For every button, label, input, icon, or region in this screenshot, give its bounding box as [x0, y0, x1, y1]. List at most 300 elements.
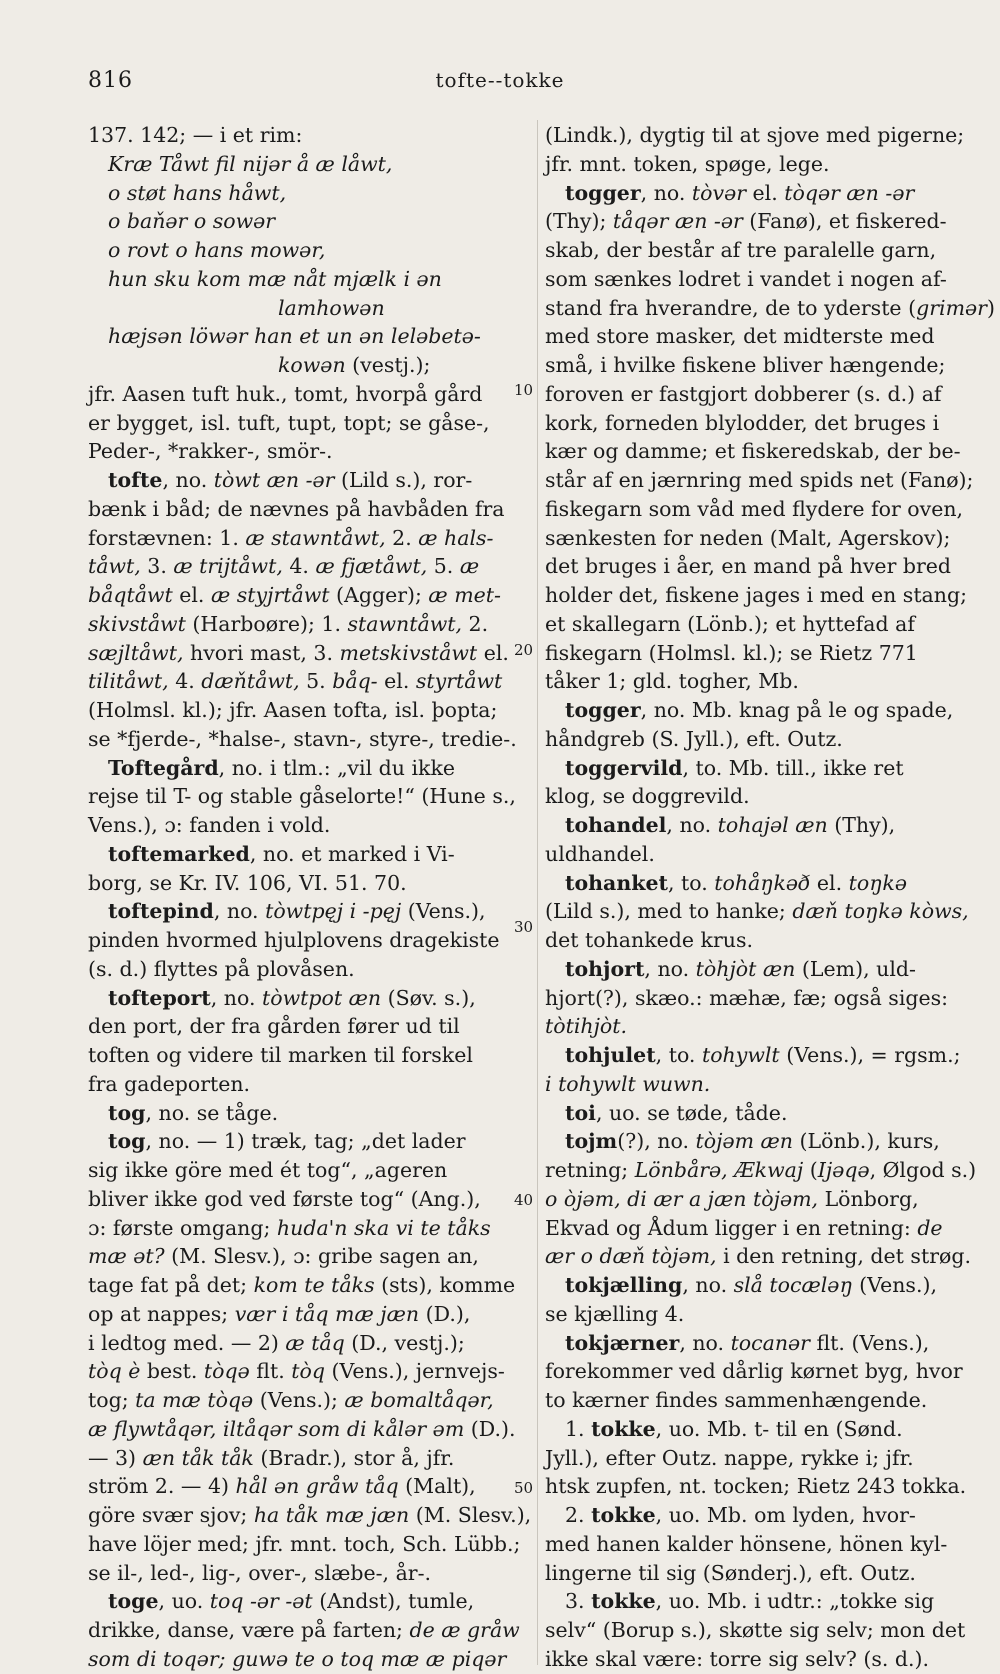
text-segment: (Vens.), jernvejs-: [324, 1359, 505, 1384]
dialect-form: tòqər æn -ər: [784, 180, 915, 205]
text-line: [88, 437, 528, 466]
headword: tojm: [565, 1129, 618, 1154]
headword: togger: [565, 180, 641, 205]
dialect-form: i tohywlt wuwn.: [545, 1071, 711, 1096]
text-segment: håndgreb (S. Jyll.), eft. Outz.: [545, 726, 843, 751]
dialect-form: tòtihjòt.: [545, 1014, 628, 1039]
text-line: [545, 1415, 973, 1444]
dialect-form: tåwt,: [88, 554, 141, 579]
text-segment: selv“ (Borup s.), skøtte sig selv; mon det: [545, 1618, 966, 1642]
text-line: [88, 552, 528, 581]
dialect-form: båqtåwt: [88, 583, 173, 607]
dialect-form: æ: [459, 554, 480, 579]
text-segment: hvori mast, 3.: [183, 640, 340, 665]
headword: tokke: [591, 1416, 656, 1441]
text-segment: Jyll.), efter Outz. nappe, rykke i; jfr.: [545, 1445, 914, 1470]
text-segment: sig ikke göre med ét tog“, „ageren: [88, 1158, 448, 1182]
dialect-form: tòjəm æn: [695, 1129, 794, 1154]
headword: tohanket: [565, 870, 668, 895]
text-segment: (Vens.),: [401, 899, 486, 924]
text-line: [88, 1242, 528, 1271]
text-line: [545, 380, 973, 409]
text-segment: små, i hvilke fiskene bliver hængende;: [545, 353, 946, 377]
dialect-form: Kræ Tåwt fil nijər å æ låwt,: [108, 151, 393, 176]
text-segment: Ekvad og Ådum ligger i en retning:: [545, 1215, 918, 1240]
text-segment: ström 2. — 4): [88, 1474, 236, 1499]
text-line: [88, 179, 528, 208]
text-segment: , to.: [667, 870, 715, 895]
text-line: [545, 1329, 973, 1358]
text-segment: kær og damme; et fiskeredskab, der be-: [545, 439, 961, 464]
text-line: [545, 1271, 973, 1300]
dialect-form: skivståwt: [88, 611, 186, 636]
text-segment: el.: [172, 583, 211, 607]
text-line: [88, 897, 528, 926]
text-segment: fiskegarn (Holmsl. kl.); se Rietz 771: [545, 640, 918, 665]
headword: tofteport: [108, 985, 211, 1010]
text-line: [88, 1415, 528, 1444]
text-line: [545, 754, 973, 783]
text-line: [545, 897, 973, 926]
text-segment: göre svær sjov;: [88, 1503, 254, 1527]
text-segment: med store masker, det midterste med: [545, 324, 935, 349]
text-segment: (Andst), tumle,: [312, 1589, 475, 1614]
text-segment: drikke, danse, være på farten;: [88, 1618, 410, 1642]
text-segment: 3.: [565, 1589, 592, 1614]
text-segment: den port, der fra gården fører ud til: [88, 1014, 460, 1039]
dialect-form: tòwtpęj i -pęj: [265, 899, 402, 924]
dialect-form: tòwt æn -ər: [213, 468, 335, 492]
text-segment: , no.: [213, 899, 266, 924]
text-segment: sænkesten for neden (Malt, Agerskov);: [545, 525, 951, 550]
dialect-form: æ bomaltåqər,: [344, 1388, 494, 1412]
text-line: [88, 725, 528, 754]
text-segment: 4.: [168, 669, 202, 694]
text-line: [88, 495, 528, 524]
dialect-form: lamhowən: [278, 295, 385, 320]
text-line: [545, 207, 973, 236]
headword: toge: [108, 1589, 159, 1614]
text-segment: borg, se Kr. IV. 106, VI. 51. 70.: [88, 870, 407, 895]
text-segment: 2.: [385, 525, 419, 550]
right-column: [545, 121, 995, 1674]
text-line: [88, 610, 528, 639]
text-segment: 5.: [427, 554, 460, 579]
text-segment: 2.: [565, 1503, 592, 1527]
text-line: [545, 1530, 973, 1559]
text-segment: se *fjerde-, *halse-, stavn-, styre-, tredie-.: [88, 726, 517, 751]
text-segment: ): [986, 295, 995, 320]
text-segment: (vestj.);: [345, 353, 431, 377]
text-segment: (Vens.),: [852, 1273, 937, 1297]
dialect-form: toq -ər -ət: [209, 1589, 313, 1614]
text-line: [545, 437, 973, 466]
dialect-form: tòq: [291, 1359, 325, 1384]
text-segment: står af en jærnring med spids net (Fanø);: [545, 468, 974, 492]
text-line: [88, 1501, 532, 1530]
text-line: [545, 1559, 973, 1588]
text-segment: (Lild s.), med to hanke;: [545, 899, 793, 924]
text-line: [88, 581, 528, 610]
text-line: [545, 1156, 977, 1185]
dialect-form: tohajəl æn: [717, 813, 828, 837]
headword: tofte: [108, 468, 163, 492]
text-line: [545, 265, 973, 294]
text-line: [88, 466, 528, 495]
text-line: [545, 610, 973, 639]
text-segment: skab, der består af tre paralelle garn,: [545, 238, 937, 262]
text-segment: , no. i tlm.: „vil du ikke: [218, 755, 456, 780]
text-segment: (Fanø), et fiskered-: [742, 209, 947, 234]
text-segment: retning;: [545, 1158, 635, 1182]
dialect-form: grimər: [916, 295, 987, 320]
text-line: [88, 1127, 528, 1156]
text-line: [545, 782, 973, 811]
text-line: [545, 667, 973, 696]
text-line: [88, 869, 528, 898]
line-number-10: 10: [514, 381, 534, 399]
text-segment: jfr. mnt. token, spøge, lege.: [545, 151, 830, 176]
text-line: [88, 1156, 528, 1185]
text-segment: , no.: [682, 1273, 734, 1297]
text-segment: stand fra hverandre, de to yderste (: [545, 295, 917, 320]
text-line: [545, 1472, 973, 1501]
text-line: [545, 1300, 973, 1329]
text-segment: , no. Mb. knag på le og spade,: [640, 698, 954, 722]
dialect-form: kowən: [278, 353, 346, 377]
text-segment: , uo. Mb. om lyden, hvor-: [655, 1503, 916, 1527]
text-line: [88, 150, 528, 179]
text-segment: , no.: [210, 985, 263, 1010]
text-line: [88, 322, 528, 351]
dialect-form: mæ ət?: [88, 1244, 165, 1269]
text-line: [88, 1099, 528, 1128]
dialect-form: tilitåwt,: [88, 669, 169, 694]
text-line: [88, 696, 528, 725]
text-segment: 3.: [140, 554, 174, 579]
text-segment: jfr. Aasen tuft huk., tomt, hvorpå gård: [88, 381, 483, 406]
text-line: [545, 639, 973, 668]
text-line: [545, 351, 973, 380]
dialect-form: tòvər: [691, 180, 746, 205]
text-segment: (Lild s.), ror-: [334, 468, 473, 492]
dialect-form: o støt hans håwt,: [108, 180, 287, 205]
text-segment: (D., vestj.);: [344, 1330, 465, 1355]
text-segment: se kjælling 4.: [545, 1301, 685, 1326]
text-line: [545, 869, 973, 898]
text-segment: to kærner findes sammenhængende.: [545, 1388, 928, 1412]
dialect-form: kom te tåks: [253, 1273, 375, 1297]
text-line: [545, 1242, 973, 1271]
headword: toftemarked: [108, 841, 250, 866]
text-line: [545, 955, 973, 984]
text-line: [88, 1444, 528, 1473]
text-line: [545, 179, 973, 208]
text-segment: (Lindk.), dygtig til at sjove med pigerne;: [545, 123, 965, 147]
text-segment: el.: [746, 180, 785, 205]
dialect-form: æ tåq: [285, 1330, 345, 1355]
text-line: [545, 1099, 973, 1128]
text-line: [545, 696, 973, 725]
text-segment: uldhandel.: [545, 841, 655, 866]
text-segment: det tohankede krus.: [545, 928, 754, 952]
text-line: [545, 552, 973, 581]
text-line: [88, 121, 528, 150]
page-number: 816: [88, 68, 133, 93]
dialect-form: metskivståwt: [339, 640, 478, 665]
text-line: [88, 1185, 528, 1214]
text-segment: med hanen kalder hönsene, hönen kyl-: [545, 1531, 948, 1556]
text-segment: (?), no.: [617, 1129, 696, 1154]
text-segment: (M. Slesv.),: [409, 1503, 532, 1527]
text-segment: (Thy),: [827, 813, 896, 837]
text-line: [88, 782, 528, 811]
text-line: [545, 1616, 973, 1645]
text-segment: flt.: [249, 1359, 292, 1384]
text-line: [88, 1329, 528, 1358]
text-line: [88, 1645, 528, 1674]
text-segment: bænk i båd; de nævnes på havbåden fra: [88, 496, 505, 521]
dialect-form: toŋkə: [848, 870, 907, 895]
text-segment: er bygget, isl. tuft, tupt, topt; se gåse-,: [88, 410, 490, 435]
text-line: [545, 1214, 973, 1243]
text-segment: , uo.: [158, 1589, 210, 1614]
dialect-form: tòq è: [88, 1359, 141, 1384]
text-segment: , no. se tåge.: [145, 1100, 279, 1125]
text-line: [88, 1271, 528, 1300]
text-segment: Lönborg,: [818, 1186, 919, 1211]
headword: tog: [108, 1100, 146, 1125]
dialect-form: de æ gråw: [409, 1618, 520, 1642]
dialect-form: æ flywtåqər, iltåqər som di kålər əm: [88, 1416, 465, 1441]
text-line: [88, 1070, 528, 1099]
headword: tokjælling: [565, 1273, 683, 1297]
text-segment: Vens.), ɔ: fanden i vold.: [88, 813, 331, 837]
text-segment: toften og videre til marken til forskel: [88, 1043, 473, 1067]
dialect-form: tòhjòt æn: [695, 956, 796, 981]
headword: tokjærner: [565, 1330, 680, 1355]
dialect-form: o baňər o sowər: [108, 209, 276, 234]
text-line: [545, 1357, 973, 1386]
text-line: [545, 926, 973, 955]
text-segment: , no.: [640, 180, 692, 205]
text-line: [88, 1616, 528, 1645]
text-line: [545, 1444, 973, 1473]
dialect-form: styrtåwt: [415, 669, 503, 694]
text-line: [545, 294, 995, 323]
text-line: [88, 667, 528, 696]
headword: tog: [108, 1129, 146, 1154]
text-segment: kork, forneden blylodder, det bruges i: [545, 410, 940, 435]
text-segment: 137. 142; — i et rim:: [88, 123, 303, 147]
text-segment: el.: [810, 870, 849, 895]
text-segment: holder det, fiskene jages i med en stang;: [545, 583, 968, 607]
text-segment: foroven er fastgjort dobberer (s. d.) af: [545, 381, 942, 406]
text-segment: 5.: [299, 669, 333, 694]
dialect-form: huda'n ska vi te tåks: [276, 1215, 491, 1240]
text-line: [88, 926, 528, 955]
text-segment: , to. Mb. till., ikke ret: [682, 755, 904, 780]
text-line: [88, 1530, 528, 1559]
text-segment: el.: [477, 640, 509, 665]
text-line: [88, 1041, 528, 1070]
dialect-form: tåqər æn -ər: [612, 209, 743, 234]
dialect-form: tocanər: [730, 1330, 810, 1355]
text-line: [88, 754, 528, 783]
text-segment: i ledtog med. — 2): [88, 1330, 286, 1355]
text-line: [88, 1300, 528, 1329]
text-line: [88, 351, 528, 380]
text-segment: (sts), komme: [374, 1273, 516, 1297]
dialect-form: dæň toŋkə kòws,: [792, 899, 969, 924]
text-segment: fiskegarn som våd med flydere for oven,: [545, 496, 964, 521]
dialect-form: o òjəm, di ær a jæn tòjəm,: [545, 1186, 819, 1211]
text-segment: , no.: [679, 1330, 731, 1355]
dialect-form: slå tocæləŋ: [733, 1273, 853, 1297]
text-segment: , uo. Mb. i udtr.: „tokke sig: [655, 1589, 935, 1614]
text-segment: tåker 1; gld. togher, Mb.: [545, 669, 799, 694]
text-line: [545, 322, 973, 351]
text-line: [88, 984, 528, 1013]
text-segment: et skallegarn (Lönb.); et hyttefad af: [545, 611, 915, 636]
text-segment: (Malt),: [398, 1474, 476, 1499]
line-number-20: 20: [514, 641, 534, 659]
text-segment: (Vens.), = rgsm.;: [779, 1043, 961, 1067]
text-segment: forstævnen: 1.: [88, 525, 246, 550]
text-line: [545, 1645, 973, 1674]
text-line: [545, 1127, 973, 1156]
text-segment: , no.: [162, 468, 214, 492]
dialect-form: tòqə: [203, 1359, 250, 1384]
dialect-form: tòwtpot æn: [262, 985, 382, 1010]
text-line: [545, 1501, 973, 1530]
text-segment: (Lönb.), kurs,: [793, 1129, 940, 1154]
text-segment: (Agger);: [329, 583, 429, 607]
text-segment: (Lem), uld-: [795, 956, 916, 981]
text-segment: (Bradr.), stor å, jfr.: [253, 1445, 455, 1470]
text-segment: (Thy);: [545, 209, 613, 234]
text-segment: klog, se doggrevild.: [545, 784, 750, 809]
text-line: [88, 409, 528, 438]
text-line: [88, 524, 528, 553]
headword: toi: [565, 1100, 596, 1125]
text-segment: , no.: [644, 956, 696, 981]
text-line: [88, 236, 528, 265]
headword: toggervild: [565, 755, 683, 780]
dialect-form: Ijəqə: [817, 1158, 870, 1182]
text-segment: have löjer med; jfr. mnt. toch, Sch. Lübb.;: [88, 1531, 521, 1556]
text-segment: ɔ: første omgang;: [88, 1215, 277, 1240]
text-line: [545, 466, 973, 495]
dialect-form: æ styjrtåwt: [210, 583, 330, 607]
left-column: [88, 121, 532, 1674]
text-line: [545, 984, 973, 1013]
running-head: tofte--tokke: [435, 68, 565, 92]
dialect-form: hun sku kom mæ nåt mjælk i ən: [108, 266, 442, 291]
line-number-50: 50: [514, 1479, 534, 1497]
text-segment: , no.: [666, 813, 718, 837]
text-segment: 2.: [462, 611, 489, 636]
dialect-form: o rovt o hans mowər,: [108, 238, 326, 262]
text-line: [88, 1587, 528, 1616]
text-segment: tage fat på det;: [88, 1273, 254, 1297]
text-line: [545, 495, 973, 524]
text-line: [88, 1472, 528, 1501]
dialect-form: æ stawntåwt,: [245, 525, 386, 550]
text-segment: bliver ikke god ved første tog“ (Ang.),: [88, 1186, 481, 1211]
text-segment: fra gadeporten.: [88, 1071, 251, 1096]
text-line: [88, 639, 528, 668]
dialect-form: æn tåk tåk: [142, 1445, 254, 1470]
text-line: [545, 150, 973, 179]
text-segment: Peder-, *rakker-, smör-.: [88, 439, 333, 464]
text-segment: pinden hvormed hjulplovens dragekiste: [88, 928, 500, 952]
text-segment: , uo. Mb. t- til en (Sønd.: [655, 1416, 903, 1441]
text-segment: 1.: [565, 1416, 592, 1441]
text-segment: rejse til T- og stable gåselorte!“ (Hune s.,: [88, 784, 516, 809]
dialect-form: sæjltåwt,: [88, 640, 184, 665]
text-line: [545, 840, 973, 869]
dialect-form: Lönbårə, Ækwaj: [634, 1158, 804, 1182]
column-divider: [537, 120, 538, 1665]
text-line: [88, 265, 528, 294]
text-line: [545, 1041, 973, 1070]
text-segment: , uo. se tøde, tåde.: [595, 1100, 788, 1125]
text-line: [545, 1587, 973, 1616]
text-segment: (s. d.) flyttes på plovåsen.: [88, 956, 355, 981]
text-line: [545, 524, 973, 553]
text-segment: best.: [140, 1359, 204, 1384]
dialect-form: ær o dæň tòjəm,: [545, 1244, 717, 1269]
headword: tohjulet: [565, 1043, 656, 1067]
text-segment: el.: [377, 669, 416, 694]
text-segment: op at nappes;: [88, 1301, 235, 1326]
text-line: [88, 1559, 528, 1588]
headword: toftepind: [108, 899, 214, 924]
text-line: [88, 207, 528, 236]
text-segment: — 3): [88, 1445, 143, 1470]
headword: tohandel: [565, 813, 667, 837]
text-segment: det bruges i åer, en mand på hver bred: [545, 554, 952, 579]
text-line: [545, 811, 973, 840]
dialect-form: æ trijtåwt,: [173, 554, 283, 579]
dialect-form: ha tåk mæ jæn: [253, 1503, 410, 1527]
text-line: [88, 955, 528, 984]
text-segment: (D.),: [419, 1301, 471, 1326]
dialect-form: båq-: [332, 669, 378, 694]
text-segment: i den retning, det strøg.: [716, 1244, 971, 1269]
text-line: [545, 409, 973, 438]
dialect-form: som di toqər; guwə te o toq mæ æ piqər: [88, 1646, 507, 1671]
text-segment: , no. et marked i Vi-: [249, 841, 455, 866]
text-segment: (Holmsl. kl.); jfr. Aasen tofta, isl. þopta;: [88, 698, 498, 722]
line-number-30: 30: [514, 918, 534, 936]
text-segment: (Søv. s.),: [381, 985, 476, 1010]
dialect-form: ta mæ tòqə: [135, 1388, 254, 1412]
text-line: [88, 1214, 528, 1243]
text-line: [88, 840, 528, 869]
dialect-form: vær i tåq mæ jæn: [234, 1301, 420, 1326]
dialect-form: stawntåwt,: [347, 611, 463, 636]
text-segment: se il-, led-, lig-, over-, slæbe-, år-.: [88, 1560, 432, 1585]
headword: tokke: [591, 1503, 656, 1527]
text-segment: htsk zupfen, nt. tocken; Rietz 243 tokka.: [545, 1474, 967, 1499]
text-segment: (M. Slesv.), ɔ: gribe sagen an,: [164, 1244, 479, 1269]
headword: tohjort: [565, 956, 645, 981]
text-segment: 4.: [282, 554, 316, 579]
headword: Toftegård: [108, 755, 219, 780]
dialect-form: tohåŋkəð: [714, 870, 811, 895]
